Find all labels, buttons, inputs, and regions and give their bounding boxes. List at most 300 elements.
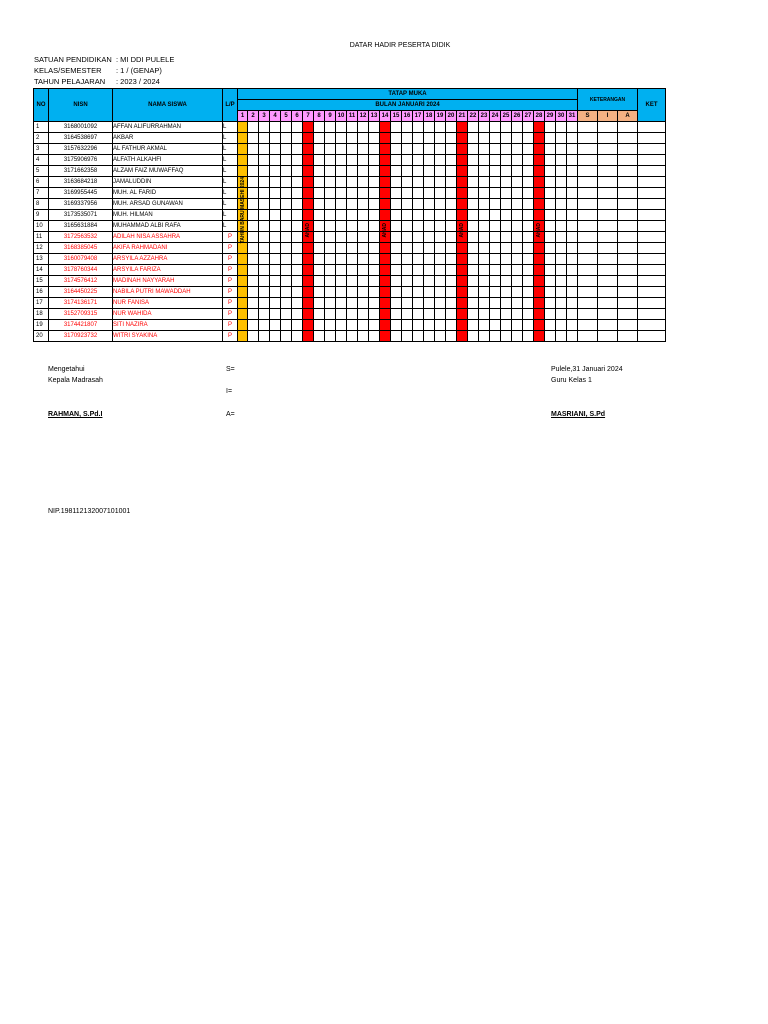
attendance-cell[interactable]: [259, 221, 270, 232]
attendance-cell[interactable]: [479, 177, 490, 188]
attendance-cell[interactable]: [347, 320, 358, 331]
attendance-cell[interactable]: [490, 254, 501, 265]
attendance-cell[interactable]: [325, 232, 336, 243]
attendance-cell[interactable]: [457, 243, 468, 254]
attendance-cell[interactable]: [435, 265, 446, 276]
attendance-cell[interactable]: [248, 133, 259, 144]
attendance-cell[interactable]: [347, 144, 358, 155]
attendance-cell[interactable]: [567, 166, 578, 177]
attendance-cell[interactable]: [270, 331, 281, 342]
attendance-cell[interactable]: [479, 188, 490, 199]
attendance-cell[interactable]: [336, 276, 347, 287]
attendance-cell[interactable]: [292, 133, 303, 144]
attendance-cell[interactable]: [523, 122, 534, 133]
attendance-cell[interactable]: [248, 320, 259, 331]
attendance-cell[interactable]: [325, 155, 336, 166]
attendance-cell[interactable]: [413, 155, 424, 166]
attendance-cell[interactable]: [490, 199, 501, 210]
attendance-cell[interactable]: [468, 298, 479, 309]
attendance-cell[interactable]: [347, 276, 358, 287]
attendance-cell[interactable]: [479, 276, 490, 287]
attendance-cell[interactable]: [314, 276, 325, 287]
attendance-cell[interactable]: [292, 320, 303, 331]
attendance-cell[interactable]: [413, 254, 424, 265]
attendance-cell[interactable]: [314, 243, 325, 254]
attendance-cell[interactable]: [512, 177, 523, 188]
attendance-cell[interactable]: [347, 298, 358, 309]
attendance-cell[interactable]: [336, 232, 347, 243]
attendance-cell[interactable]: [446, 298, 457, 309]
attendance-cell[interactable]: [490, 265, 501, 276]
attendance-cell[interactable]: [248, 210, 259, 221]
attendance-cell[interactable]: [490, 331, 501, 342]
attendance-cell[interactable]: [402, 309, 413, 320]
attendance-cell[interactable]: [501, 144, 512, 155]
attendance-cell[interactable]: [336, 287, 347, 298]
attendance-cell[interactable]: [446, 188, 457, 199]
attendance-cell[interactable]: [424, 309, 435, 320]
attendance-cell[interactable]: [358, 309, 369, 320]
attendance-cell[interactable]: [501, 287, 512, 298]
attendance-cell[interactable]: [512, 287, 523, 298]
attendance-cell[interactable]: [479, 331, 490, 342]
attendance-cell[interactable]: [259, 199, 270, 210]
attendance-cell[interactable]: [512, 155, 523, 166]
attendance-cell[interactable]: [292, 199, 303, 210]
attendance-cell[interactable]: [479, 199, 490, 210]
attendance-cell[interactable]: [523, 265, 534, 276]
attendance-cell[interactable]: [281, 166, 292, 177]
attendance-cell[interactable]: [281, 243, 292, 254]
attendance-cell[interactable]: [380, 320, 391, 331]
attendance-cell[interactable]: [523, 276, 534, 287]
attendance-cell[interactable]: [435, 331, 446, 342]
attendance-cell[interactable]: [413, 122, 424, 133]
attendance-cell[interactable]: [281, 144, 292, 155]
attendance-cell[interactable]: [402, 210, 413, 221]
attendance-cell[interactable]: [369, 265, 380, 276]
attendance-cell[interactable]: [391, 221, 402, 232]
attendance-cell[interactable]: [534, 155, 545, 166]
attendance-cell[interactable]: [391, 144, 402, 155]
attendance-cell[interactable]: [435, 122, 446, 133]
attendance-cell[interactable]: [545, 166, 556, 177]
attendance-cell[interactable]: [545, 232, 556, 243]
attendance-cell[interactable]: [281, 254, 292, 265]
attendance-cell[interactable]: [446, 122, 457, 133]
attendance-cell[interactable]: [490, 276, 501, 287]
attendance-cell[interactable]: [435, 199, 446, 210]
attendance-cell[interactable]: [402, 177, 413, 188]
attendance-cell[interactable]: [446, 265, 457, 276]
attendance-cell[interactable]: [567, 243, 578, 254]
attendance-cell[interactable]: [567, 265, 578, 276]
attendance-cell[interactable]: [523, 254, 534, 265]
attendance-cell[interactable]: [468, 320, 479, 331]
attendance-cell[interactable]: [512, 243, 523, 254]
attendance-cell[interactable]: [556, 309, 567, 320]
attendance-cell[interactable]: [303, 166, 314, 177]
attendance-cell[interactable]: [347, 155, 358, 166]
attendance-cell[interactable]: [336, 331, 347, 342]
attendance-cell[interactable]: [501, 320, 512, 331]
attendance-cell[interactable]: [424, 320, 435, 331]
attendance-cell[interactable]: [259, 243, 270, 254]
attendance-cell[interactable]: [490, 188, 501, 199]
attendance-cell[interactable]: [325, 243, 336, 254]
attendance-cell[interactable]: [490, 122, 501, 133]
attendance-cell[interactable]: [314, 144, 325, 155]
attendance-cell[interactable]: [270, 265, 281, 276]
attendance-cell[interactable]: [347, 254, 358, 265]
attendance-cell[interactable]: [303, 133, 314, 144]
attendance-cell[interactable]: [501, 177, 512, 188]
attendance-cell[interactable]: [534, 309, 545, 320]
attendance-cell[interactable]: [347, 122, 358, 133]
attendance-cell[interactable]: [336, 177, 347, 188]
attendance-cell[interactable]: [369, 199, 380, 210]
attendance-cell[interactable]: [457, 188, 468, 199]
attendance-cell[interactable]: [259, 177, 270, 188]
attendance-cell[interactable]: [380, 199, 391, 210]
attendance-cell[interactable]: [490, 221, 501, 232]
attendance-cell[interactable]: [512, 133, 523, 144]
attendance-cell[interactable]: [358, 177, 369, 188]
attendance-cell[interactable]: [325, 199, 336, 210]
attendance-cell[interactable]: [248, 221, 259, 232]
attendance-cell[interactable]: [391, 122, 402, 133]
attendance-cell[interactable]: [336, 265, 347, 276]
attendance-cell[interactable]: [369, 320, 380, 331]
attendance-cell[interactable]: [336, 309, 347, 320]
attendance-cell[interactable]: [512, 276, 523, 287]
attendance-cell[interactable]: [270, 144, 281, 155]
attendance-cell[interactable]: [303, 155, 314, 166]
attendance-cell[interactable]: [424, 243, 435, 254]
attendance-cell[interactable]: [556, 188, 567, 199]
attendance-cell[interactable]: [281, 309, 292, 320]
attendance-cell[interactable]: [479, 122, 490, 133]
attendance-cell[interactable]: [446, 309, 457, 320]
attendance-cell[interactable]: [314, 331, 325, 342]
attendance-cell[interactable]: [259, 298, 270, 309]
attendance-cell[interactable]: [380, 331, 391, 342]
attendance-cell[interactable]: [336, 320, 347, 331]
attendance-cell[interactable]: [501, 155, 512, 166]
attendance-cell[interactable]: [501, 243, 512, 254]
attendance-cell[interactable]: [457, 331, 468, 342]
attendance-cell[interactable]: [259, 144, 270, 155]
attendance-cell[interactable]: [468, 210, 479, 221]
attendance-cell[interactable]: [402, 232, 413, 243]
attendance-cell[interactable]: [358, 254, 369, 265]
attendance-cell[interactable]: [556, 155, 567, 166]
attendance-cell[interactable]: [369, 144, 380, 155]
attendance-cell[interactable]: [314, 122, 325, 133]
attendance-cell[interactable]: [380, 287, 391, 298]
attendance-cell[interactable]: [501, 188, 512, 199]
attendance-cell[interactable]: [435, 298, 446, 309]
attendance-cell[interactable]: [545, 221, 556, 232]
attendance-cell[interactable]: [457, 265, 468, 276]
attendance-cell[interactable]: [567, 188, 578, 199]
attendance-cell[interactable]: [259, 309, 270, 320]
attendance-cell[interactable]: [501, 265, 512, 276]
attendance-cell[interactable]: [391, 243, 402, 254]
attendance-cell[interactable]: [446, 276, 457, 287]
attendance-cell[interactable]: [457, 155, 468, 166]
attendance-cell[interactable]: [556, 166, 567, 177]
attendance-cell[interactable]: [501, 276, 512, 287]
attendance-cell[interactable]: [479, 166, 490, 177]
attendance-cell[interactable]: [270, 254, 281, 265]
attendance-cell[interactable]: [314, 188, 325, 199]
attendance-cell[interactable]: [457, 254, 468, 265]
attendance-cell[interactable]: [380, 133, 391, 144]
attendance-cell[interactable]: [501, 199, 512, 210]
attendance-cell[interactable]: [303, 265, 314, 276]
attendance-cell[interactable]: [248, 276, 259, 287]
attendance-cell[interactable]: [490, 177, 501, 188]
attendance-cell[interactable]: [303, 276, 314, 287]
attendance-cell[interactable]: [336, 188, 347, 199]
attendance-cell[interactable]: [534, 188, 545, 199]
attendance-cell[interactable]: [435, 144, 446, 155]
attendance-cell[interactable]: [457, 122, 468, 133]
attendance-cell[interactable]: [468, 188, 479, 199]
attendance-cell[interactable]: [325, 298, 336, 309]
attendance-cell[interactable]: [391, 254, 402, 265]
attendance-cell[interactable]: [369, 309, 380, 320]
attendance-cell[interactable]: [424, 199, 435, 210]
attendance-cell[interactable]: [479, 155, 490, 166]
attendance-cell[interactable]: [270, 155, 281, 166]
attendance-cell[interactable]: [567, 254, 578, 265]
attendance-cell[interactable]: [259, 188, 270, 199]
attendance-cell[interactable]: [303, 243, 314, 254]
attendance-cell[interactable]: [358, 166, 369, 177]
attendance-cell[interactable]: [336, 298, 347, 309]
attendance-cell[interactable]: [457, 133, 468, 144]
attendance-cell[interactable]: [468, 199, 479, 210]
attendance-cell[interactable]: [556, 177, 567, 188]
attendance-cell[interactable]: [402, 144, 413, 155]
attendance-cell[interactable]: [303, 254, 314, 265]
attendance-cell[interactable]: [545, 122, 556, 133]
attendance-cell[interactable]: [369, 287, 380, 298]
attendance-cell[interactable]: [358, 287, 369, 298]
attendance-cell[interactable]: [292, 232, 303, 243]
attendance-cell[interactable]: [303, 298, 314, 309]
attendance-cell[interactable]: [380, 166, 391, 177]
attendance-cell[interactable]: [424, 177, 435, 188]
attendance-cell[interactable]: [391, 265, 402, 276]
attendance-cell[interactable]: [314, 221, 325, 232]
attendance-cell[interactable]: [238, 122, 248, 133]
attendance-cell[interactable]: [523, 309, 534, 320]
attendance-cell[interactable]: [314, 309, 325, 320]
attendance-cell[interactable]: [314, 232, 325, 243]
attendance-cell[interactable]: [490, 243, 501, 254]
attendance-cell[interactable]: [347, 243, 358, 254]
attendance-cell[interactable]: [391, 133, 402, 144]
attendance-cell[interactable]: [303, 199, 314, 210]
attendance-cell[interactable]: [270, 210, 281, 221]
attendance-cell[interactable]: [424, 265, 435, 276]
attendance-cell[interactable]: [545, 298, 556, 309]
attendance-cell[interactable]: [457, 276, 468, 287]
attendance-cell[interactable]: [424, 298, 435, 309]
attendance-cell[interactable]: [248, 166, 259, 177]
attendance-cell[interactable]: [534, 276, 545, 287]
attendance-cell[interactable]: [556, 210, 567, 221]
attendance-cell[interactable]: [446, 199, 457, 210]
attendance-cell[interactable]: [512, 210, 523, 221]
attendance-cell[interactable]: [556, 232, 567, 243]
attendance-cell[interactable]: [468, 155, 479, 166]
attendance-cell[interactable]: [413, 210, 424, 221]
attendance-cell[interactable]: [567, 298, 578, 309]
attendance-cell[interactable]: [369, 177, 380, 188]
attendance-cell[interactable]: [545, 144, 556, 155]
attendance-cell[interactable]: [259, 122, 270, 133]
attendance-cell[interactable]: [446, 144, 457, 155]
attendance-cell[interactable]: [292, 188, 303, 199]
attendance-cell[interactable]: [314, 254, 325, 265]
attendance-cell[interactable]: [380, 188, 391, 199]
attendance-cell[interactable]: [325, 133, 336, 144]
attendance-cell[interactable]: [369, 155, 380, 166]
attendance-cell[interactable]: [534, 287, 545, 298]
attendance-cell[interactable]: [556, 199, 567, 210]
attendance-cell[interactable]: [545, 199, 556, 210]
attendance-cell[interactable]: [424, 331, 435, 342]
attendance-cell[interactable]: [468, 166, 479, 177]
attendance-cell[interactable]: [479, 232, 490, 243]
attendance-cell[interactable]: [303, 210, 314, 221]
attendance-cell[interactable]: [238, 331, 248, 342]
attendance-cell[interactable]: [238, 254, 248, 265]
attendance-cell[interactable]: [479, 298, 490, 309]
attendance-cell[interactable]: [303, 177, 314, 188]
attendance-cell[interactable]: [347, 287, 358, 298]
attendance-cell[interactable]: [468, 122, 479, 133]
attendance-cell[interactable]: [556, 144, 567, 155]
attendance-cell[interactable]: [556, 320, 567, 331]
attendance-cell[interactable]: [534, 144, 545, 155]
attendance-cell[interactable]: [281, 320, 292, 331]
attendance-cell[interactable]: [523, 199, 534, 210]
attendance-cell[interactable]: [413, 298, 424, 309]
attendance-cell[interactable]: [534, 320, 545, 331]
attendance-cell[interactable]: [556, 276, 567, 287]
attendance-cell[interactable]: [303, 331, 314, 342]
attendance-cell[interactable]: [545, 133, 556, 144]
attendance-cell[interactable]: [556, 254, 567, 265]
attendance-cell[interactable]: [238, 155, 248, 166]
attendance-cell[interactable]: [380, 276, 391, 287]
attendance-cell[interactable]: [259, 155, 270, 166]
attendance-cell[interactable]: [281, 133, 292, 144]
attendance-cell[interactable]: [413, 133, 424, 144]
attendance-cell[interactable]: [248, 122, 259, 133]
attendance-cell[interactable]: [490, 166, 501, 177]
attendance-cell[interactable]: [424, 276, 435, 287]
attendance-cell[interactable]: [281, 199, 292, 210]
attendance-cell[interactable]: [391, 298, 402, 309]
attendance-cell[interactable]: [468, 331, 479, 342]
attendance-cell[interactable]: [413, 144, 424, 155]
attendance-cell[interactable]: [248, 232, 259, 243]
attendance-cell[interactable]: [336, 133, 347, 144]
attendance-cell[interactable]: [281, 155, 292, 166]
attendance-cell[interactable]: [567, 320, 578, 331]
attendance-cell[interactable]: [402, 254, 413, 265]
attendance-cell[interactable]: [534, 133, 545, 144]
attendance-cell[interactable]: [413, 199, 424, 210]
attendance-cell[interactable]: [446, 287, 457, 298]
attendance-cell[interactable]: [501, 221, 512, 232]
attendance-cell[interactable]: [248, 144, 259, 155]
attendance-cell[interactable]: [512, 309, 523, 320]
attendance-cell[interactable]: [380, 254, 391, 265]
attendance-cell[interactable]: [479, 265, 490, 276]
attendance-cell[interactable]: [270, 298, 281, 309]
attendance-cell[interactable]: [501, 298, 512, 309]
attendance-cell[interactable]: [303, 309, 314, 320]
attendance-cell[interactable]: [259, 232, 270, 243]
attendance-cell[interactable]: [292, 144, 303, 155]
attendance-cell[interactable]: [501, 166, 512, 177]
attendance-cell[interactable]: [292, 243, 303, 254]
attendance-cell[interactable]: [238, 287, 248, 298]
attendance-cell[interactable]: [468, 144, 479, 155]
attendance-cell[interactable]: [292, 254, 303, 265]
attendance-cell[interactable]: [446, 177, 457, 188]
attendance-cell[interactable]: [457, 309, 468, 320]
attendance-cell[interactable]: [314, 298, 325, 309]
attendance-cell[interactable]: [534, 331, 545, 342]
attendance-cell[interactable]: [545, 265, 556, 276]
attendance-cell[interactable]: [567, 122, 578, 133]
attendance-cell[interactable]: [435, 166, 446, 177]
attendance-cell[interactable]: [347, 133, 358, 144]
attendance-cell[interactable]: [358, 265, 369, 276]
attendance-cell[interactable]: [468, 309, 479, 320]
attendance-cell[interactable]: [281, 232, 292, 243]
attendance-cell[interactable]: [347, 166, 358, 177]
attendance-cell[interactable]: [238, 298, 248, 309]
attendance-cell[interactable]: [281, 298, 292, 309]
attendance-cell[interactable]: [413, 265, 424, 276]
attendance-cell[interactable]: [369, 188, 380, 199]
attendance-cell[interactable]: [325, 254, 336, 265]
attendance-cell[interactable]: [270, 232, 281, 243]
attendance-cell[interactable]: [567, 309, 578, 320]
attendance-cell[interactable]: [369, 243, 380, 254]
attendance-cell[interactable]: [446, 331, 457, 342]
attendance-cell[interactable]: [314, 133, 325, 144]
attendance-cell[interactable]: [248, 188, 259, 199]
attendance-cell[interactable]: [303, 320, 314, 331]
attendance-cell[interactable]: [369, 122, 380, 133]
attendance-cell[interactable]: [402, 199, 413, 210]
attendance-cell[interactable]: [325, 177, 336, 188]
attendance-cell[interactable]: [457, 298, 468, 309]
attendance-cell[interactable]: [369, 276, 380, 287]
attendance-cell[interactable]: [556, 265, 567, 276]
attendance-cell[interactable]: [523, 210, 534, 221]
